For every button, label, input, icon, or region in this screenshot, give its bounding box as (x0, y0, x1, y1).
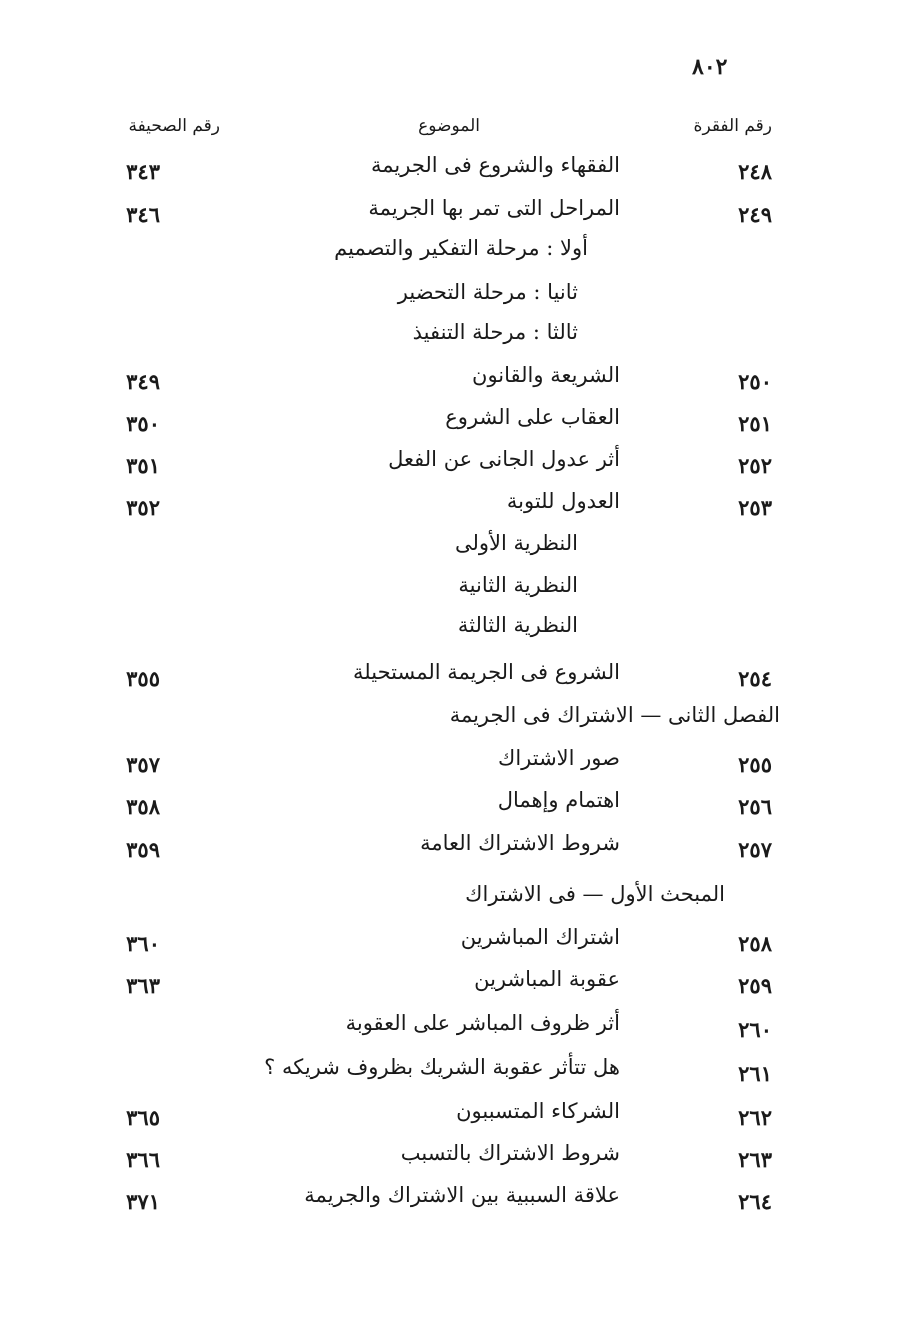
entry-paragraph-number: ٢٦٣ (738, 1147, 772, 1172)
entry-subject: الشروع فى الجريمة المستحيلة (353, 660, 620, 684)
entry-page-number: ٣٦٣ (126, 973, 160, 998)
toc-entry (0, 1011, 900, 1049)
entry-paragraph-number: ٢٦٤ (738, 1189, 772, 1214)
entry-subject: اهتمام وإهمال (497, 788, 620, 812)
header-paragraph-number: رقم الفقرة (693, 116, 772, 136)
entry-paragraph-number: ٢٦٢ (738, 1105, 772, 1130)
toc-subentry (0, 320, 900, 358)
toc-entry (0, 196, 900, 234)
entry-paragraph-number: ٢٥٧ (738, 837, 772, 862)
entry-subject: علاقة السببية بين الاشتراك والجريمة (304, 1183, 620, 1207)
entry-subject: شروط الاشتراك العامة (420, 831, 620, 855)
header-page-number: رقم الصحيفة (128, 116, 220, 136)
entry-page-number: ٣٥١ (126, 453, 160, 478)
entry-subject: الفقهاء والشروع فى الجريمة (371, 153, 620, 177)
entry-subject: هل تتأثر عقوبة الشريك بظروف شريكه ؟ (264, 1055, 620, 1079)
toc-entry (0, 1099, 900, 1137)
entry-paragraph-number: ٢٥٦ (738, 794, 772, 819)
entry-subject: النظرية الثالثة (457, 613, 578, 637)
entry-paragraph-number: ٢٤٩ (738, 202, 772, 227)
toc-entry (0, 967, 900, 1005)
entry-page-number: ٣٥٢ (126, 495, 160, 520)
entry-page-number: ٣٦٠ (126, 931, 160, 956)
toc-entry (0, 153, 900, 191)
entry-paragraph-number: ٢٥١ (738, 411, 772, 436)
entry-subject: أولا : مرحلة التفكير والتصميم (334, 236, 588, 260)
entry-subject: شروط الاشتراك بالتسبب (400, 1141, 620, 1165)
entry-subject: الشريعة والقانون (472, 363, 620, 387)
entry-subject: الشركاء المتسببون (456, 1099, 620, 1123)
column-headers (0, 116, 900, 146)
entry-subject: صور الاشتراك (498, 746, 620, 770)
entry-paragraph-number: ٢٦٠ (738, 1017, 772, 1042)
entry-subject: عقوبة المباشرين (474, 967, 620, 991)
entry-subject: العدول للتوبة (506, 489, 620, 513)
toc-subentry (0, 573, 900, 611)
entry-paragraph-number: ٢٥٨ (738, 931, 772, 956)
entry-paragraph-number: ٢٥٤ (738, 666, 772, 691)
entry-page-number: ٣٥٨ (126, 794, 160, 819)
toc-subentry (0, 613, 900, 651)
entry-page-number: ٣٥٠ (126, 411, 160, 436)
section-heading: الفصل الثانى — الاشتراك فى الجريمة (449, 703, 780, 727)
toc-entry (0, 788, 900, 826)
entry-subject: أثر ظروف المباشر على العقوبة (345, 1011, 620, 1035)
entry-subject: العقاب على الشروع (445, 405, 620, 429)
toc-entry (0, 1055, 900, 1093)
section-heading: المبحث الأول — فى الاشتراك (465, 882, 725, 906)
toc-section-heading (0, 703, 900, 741)
entry-paragraph-number: ٢٥٩ (738, 973, 772, 998)
entry-paragraph-number: ٢٥٥ (738, 752, 772, 777)
entry-paragraph-number: ٢٦١ (738, 1061, 772, 1086)
toc-entry (0, 363, 900, 401)
toc-entry (0, 660, 900, 698)
entry-subject: أثر عدول الجانى عن الفعل (388, 447, 620, 471)
entry-page-number: ٣٥٩ (126, 837, 160, 862)
toc-entry (0, 1183, 900, 1221)
entry-page-number: ٣٥٥ (126, 666, 160, 691)
entry-paragraph-number: ٢٥٢ (738, 453, 772, 478)
entry-paragraph-number: ٢٥٠ (738, 369, 772, 394)
toc-entry (0, 1141, 900, 1179)
entry-subject: ثالثا : مرحلة التنفيذ (412, 320, 578, 344)
toc-subentry (0, 531, 900, 569)
entry-page-number: ٣٤٣ (126, 159, 160, 184)
entry-page-number: ٣٦٥ (126, 1105, 160, 1130)
entry-subject: النظرية الثانية (458, 573, 578, 597)
entry-page-number: ٣٧١ (126, 1189, 160, 1214)
toc-entry (0, 447, 900, 485)
page-number: ٨٠٢ (692, 54, 728, 80)
header-subject: الموضوع (418, 116, 480, 136)
entry-paragraph-number: ٢٥٣ (738, 495, 772, 520)
toc-subentry (0, 280, 900, 318)
entry-subject: النظرية الأولى (454, 531, 578, 555)
toc-entry (0, 489, 900, 527)
entry-page-number: ٣٦٦ (126, 1147, 160, 1172)
entry-paragraph-number: ٢٤٨ (738, 159, 772, 184)
toc-entry (0, 405, 900, 443)
entry-page-number: ٣٤٦ (126, 202, 160, 227)
toc-entry (0, 746, 900, 784)
toc-section-heading (0, 882, 900, 920)
entry-page-number: ٣٥٧ (126, 752, 160, 777)
entry-subject: المراحل التى تمر بها الجريمة (368, 196, 620, 220)
entry-subject: اشتراك المباشرين (460, 925, 620, 949)
entry-subject: ثانيا : مرحلة التحضير (397, 280, 578, 304)
toc-entry (0, 831, 900, 869)
toc-entry (0, 925, 900, 963)
toc-subentry (0, 236, 900, 274)
entry-page-number: ٣٤٩ (126, 369, 160, 394)
